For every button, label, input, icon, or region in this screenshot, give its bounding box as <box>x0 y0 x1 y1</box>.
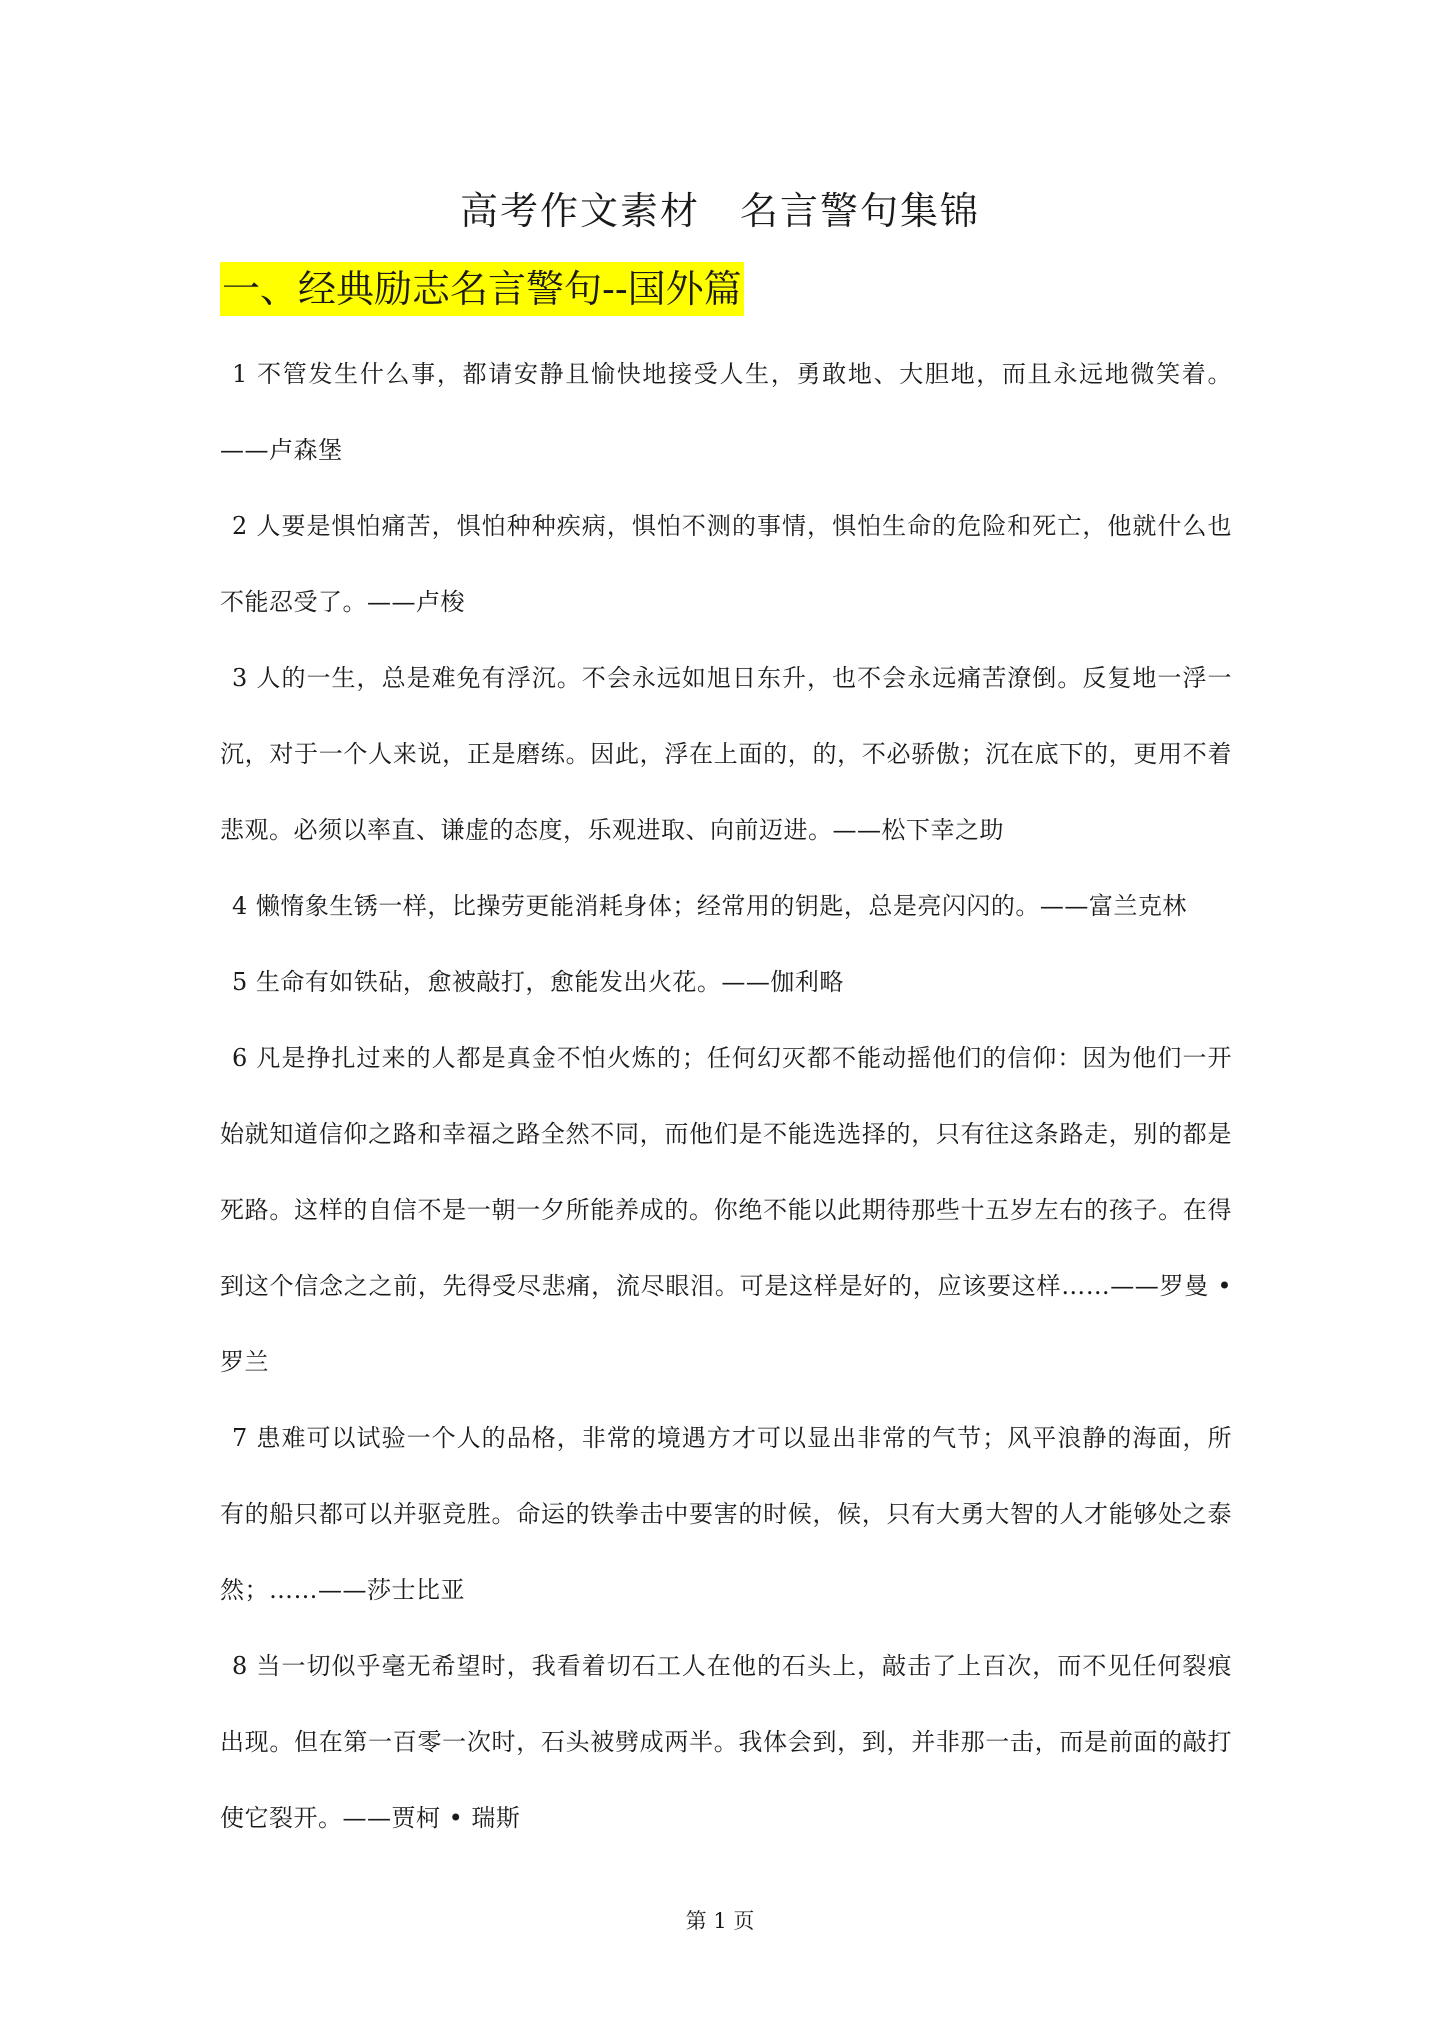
quote-paragraph: 6 凡是挣扎过来的人都是真金不怕火炼的；任何幻灭都不能动摇他们的信仰：因为他们一开始就知道信仰之路和幸福之路全然不同，而他们是不能选选择的，只有往这条路走，别的都是死路。这样的自信不是一朝一夕所能养成的。你绝不能以此期待那些十五岁左右的孩子。在得到这个信念之之前，先得受尽悲痛，流尽眼泪。可是这样是好的，应该要这样……——罗曼 • 罗兰 <box>220 1044 1232 1376</box>
quote-paragraph: 4 懒惰象生锈一样，比操劳更能消耗身体；经常用的钥匙，总是亮闪闪的。——富兰克林 <box>232 892 1187 920</box>
quote-paragraph: 3 人的一生，总是难免有浮沉。不会永远如旭日东升，也不会永远痛苦潦倒。反复地一浮一沉，对于一个人来说，正是磨练。因此，浮在上面的，的，不必骄傲；沉在底下的，更用不着悲观。必须以率直、谦虚的态度，乐观进取、向前迈进。——松下幸之助 <box>220 664 1232 844</box>
quote-paragraph: 8 当一切似乎毫无希望时，我看着切石工人在他的石头上，敲击了上百次，而不见任何裂痕出现。但在第一百零一次时，石头被劈成两半。我体会到，到，并非那一击，而是前面的敲打使它裂开。——贾柯 • 瑞斯 <box>220 1652 1232 1832</box>
section-heading: 一、经典励志名言警句--国外篇 <box>220 262 744 316</box>
quote-paragraph: 2 人要是惧怕痛苦，惧怕种种疾病，惧怕不测的事情，惧怕生命的危险和死亡，他就什么也不能忍受了。——卢梭 <box>220 512 1232 616</box>
page-number: 第 1 页 <box>685 1909 755 1933</box>
quote-paragraph: 1 不管发生什么事，都请安静且愉快地接受人生，勇敢地、大胆地，而且永远地微笑着。——卢森堡 <box>220 360 1232 464</box>
document-title: 高考作文素材 名言警句集锦 <box>459 189 980 233</box>
quote-paragraph: 5 生命有如铁砧，愈被敲打，愈能发出火花。——伽利略 <box>232 968 844 996</box>
quote-list <box>220 336 1232 1856</box>
quote-paragraph: 7 患难可以试验一个人的品格，非常的境遇方才可以显出非常的气节；风平浪静的海面，所有的船只都可以并驱竞胜。命运的铁拳击中要害的时候，候，只有大勇大智的人才能够处之泰然；……——莎士比亚 <box>220 1424 1232 1604</box>
